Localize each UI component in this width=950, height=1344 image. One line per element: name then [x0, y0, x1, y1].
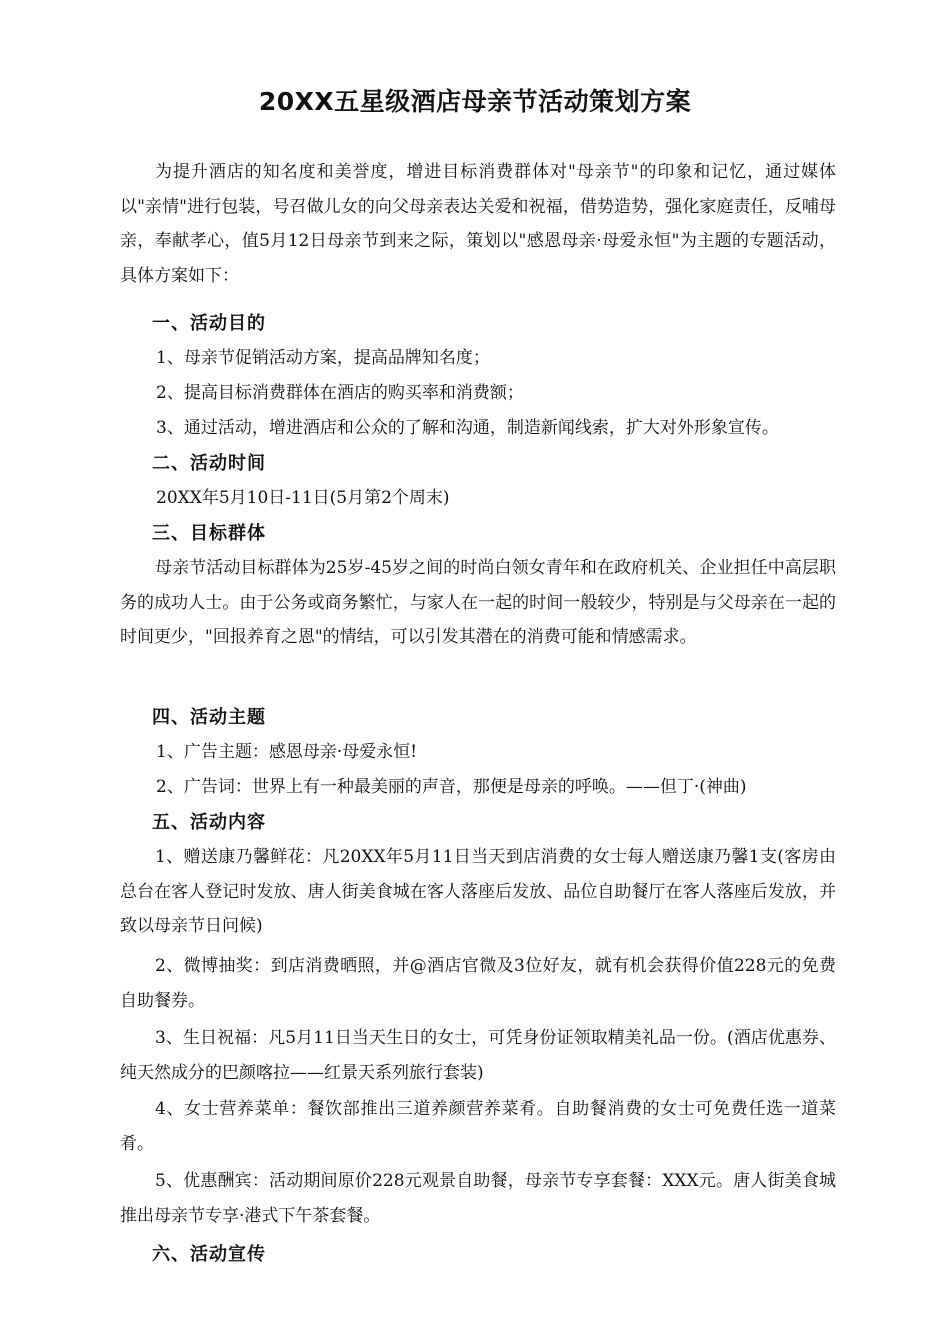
content-item-1: 1、赠送康乃馨鲜花：凡20XX年5月11日当天到店消费的女士每人赠送康乃馨1支(客房由总台在客人登记时发放、唐人街美食城在客人落座后发放、品位自助餐厅在客人落座后发放，并致以母亲节日问候): [120, 847, 836, 936]
target-group-paragraph: 母亲节活动目标群体为25岁-45岁之间的时尚白领女青年和在政府机关、企业担任中高层职务的成功人士。由于公务或商务繁忙，与家人在一起的时间一般较少，特别是与父母亲在一起的时间更少，"回报养育之恩"的情结，可以引发其潜在的消费可能和情感需求。: [120, 558, 836, 647]
section-heading-target: 三、目标群体: [152, 523, 266, 544]
document-title: 20XX五星级酒店母亲节活动策划方案: [258, 87, 692, 116]
purpose-item-1: 1、母亲节促销活动方案，提高品牌知名度；: [156, 348, 490, 368]
purpose-item-3: 3、通过活动，增进酒店和公众的了解和沟通，制造新闻线索，扩大对外形象宣传。: [156, 418, 779, 438]
content-item-5: 5、优惠酬宾：活动期间原价228元观景自助餐，母亲节专享套餐：XXX元。唐人街美食城推出母亲节专享·港式下午茶套餐。: [120, 1171, 836, 1226]
content-item-4: 4、女士营养菜单：餐饮部推出三道养颜营养菜肴。自助餐消费的女士可免费任选一道菜肴。: [120, 1099, 836, 1154]
activity-time-text: 20XX年5月10日-11日(5月第2个周末): [156, 488, 450, 508]
theme-item-1: 1、广告主题：感恩母亲·母爱永恒!: [156, 742, 418, 762]
section-heading-theme: 四、活动主题: [152, 707, 266, 728]
section-heading-time: 二、活动时间: [152, 453, 266, 474]
content-item-2: 2、微博抽奖：到店消费晒照，并@酒店官微及3位好友，就有机会获得价值228元的免费自助餐券。: [120, 956, 836, 1011]
theme-item-2: 2、广告词：世界上有一种最美丽的声音，那便是母亲的呼唤。——但丁·(神曲): [156, 777, 747, 797]
section-heading-content: 五、活动内容: [152, 812, 266, 833]
intro-paragraph: 为提升酒店的知名度和美誉度，增进目标消费群体对"母亲节"的印象和记忆，通过媒体以"亲情"进行包装，号召做儿女的向父母亲表达关爱和祝福，借势造势，强化家庭责任，反哺母亲，奉献孝心，值5月12日母亲节到来之际，策划以"感恩母亲·母爱永恒"为主题的专题活动，具体方案如下：: [120, 162, 836, 286]
section-heading-purpose: 一、活动目的: [152, 313, 266, 334]
section-heading-promotion: 六、活动宣传: [152, 1244, 266, 1265]
purpose-item-2: 2、提高目标消费群体在酒店的购买率和消费额；: [156, 383, 524, 403]
content-item-3: 3、生日祝福：凡5月11日当天生日的女士，可凭身份证领取精美礼品一份。(酒店优惠券、纯天然成分的巴颜喀拉——红景天系列旅行套装): [120, 1028, 836, 1083]
